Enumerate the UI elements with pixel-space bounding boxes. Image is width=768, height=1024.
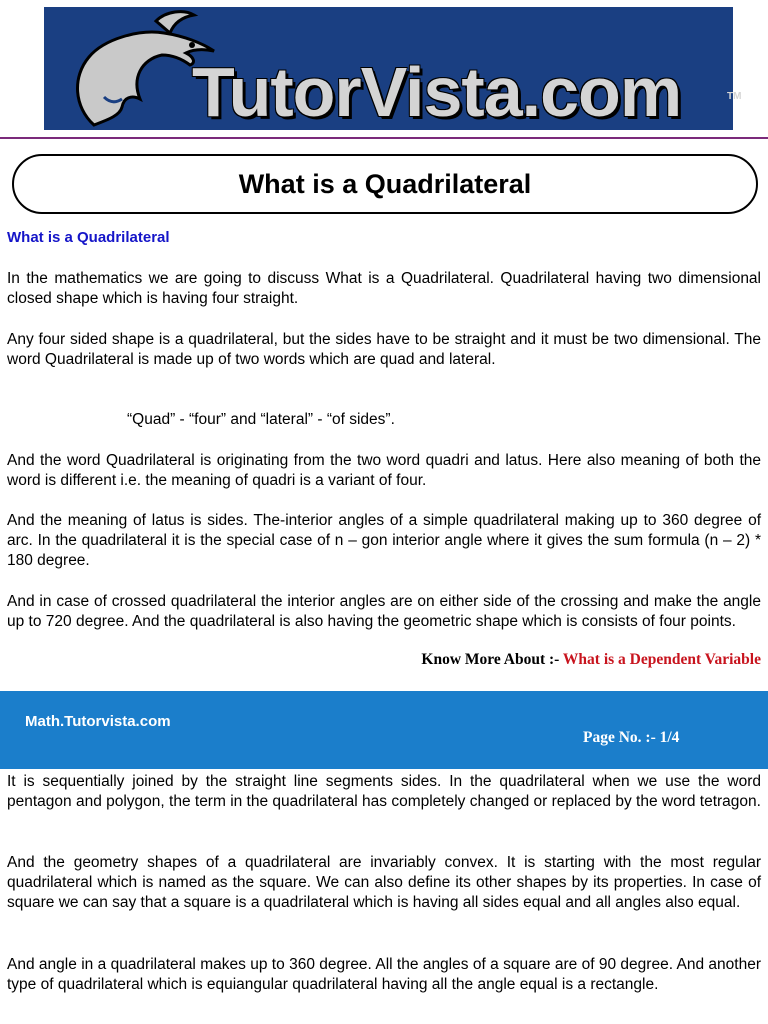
- title-box: [12, 154, 758, 214]
- footer-site-name: Math.Tutorvista.com: [25, 713, 171, 730]
- footer-page-number: Page No. :- 1/4: [583, 729, 680, 746]
- paragraph-definition: Any four sided shape is a quadrilateral, but the sides have to be straight and it must be two dimensional. The word Quadrilateral is made up of two words which are quad and lateral.: [7, 331, 761, 368]
- paragraph-convex: And the geometry shapes of a quadrilateral are invariably convex. It is starting with the most regular quadrilateral which is named as the square. We can also define its other shapes by its properties. In case of square we can say that a square is a quadrilateral which is having all sides equal and all angles also equal.: [7, 854, 761, 911]
- paragraph-crossed: And in case of crossed quadrilateral the interior angles are on either side of the crossing and make the angle up to 720 degree. And the quadrilateral is also having the geometric shape which is consists of four points.: [7, 593, 761, 630]
- brand-name: TutorVista.com: [192, 53, 682, 131]
- header-divider: [0, 137, 768, 139]
- page-title: What is a Quadrilateral: [238, 169, 532, 199]
- quote-line: “Quad” - “four” and “lateral” - “of sides”.: [127, 411, 395, 428]
- know-more-line: [421, 651, 761, 669]
- know-more-link[interactable]: What is a Dependent Variable: [562, 651, 761, 668]
- paragraph-origin: And the word Quadrilateral is originating from the two word quadri and latus. Here also meaning of both the word is different i.e. the meaning of quadri is a variant of four.: [7, 452, 761, 489]
- paragraph-latus: And the meaning of latus is sides. The-interior angles of a simple quadrilateral making up to 360 degree of arc. In the quadrilateral it is the special case of n – gon interior angle where it gives the sum formula (n – 2) * 180 degree.: [7, 512, 761, 569]
- paragraph-tetragon: It is sequentially joined by the straight line segments sides. In the quadrilateral when we use the word pentagon and polygon, the term in the quadrilateral has completely changed or replaced by the word tetragon.: [7, 773, 761, 810]
- paragraph-intro: In the mathematics we are going to discuss What is a Quadrilateral. Quadrilateral having two dimensional closed shape which is having four straight.: [7, 270, 761, 307]
- trademark-mark: TM: [727, 91, 742, 102]
- header-banner: [44, 7, 742, 131]
- footer-band: [0, 691, 768, 769]
- section-heading: What is a Quadrilateral: [7, 229, 170, 246]
- know-more-label: Know More About :-: [421, 651, 563, 668]
- paragraph-angles: And angle in a quadrilateral makes up to 360 degree. All the angles of a square are of 90 degree. And another type of quadrilateral which is equiangular quadrilateral having all the angle equal is a rectangle.: [7, 956, 761, 993]
